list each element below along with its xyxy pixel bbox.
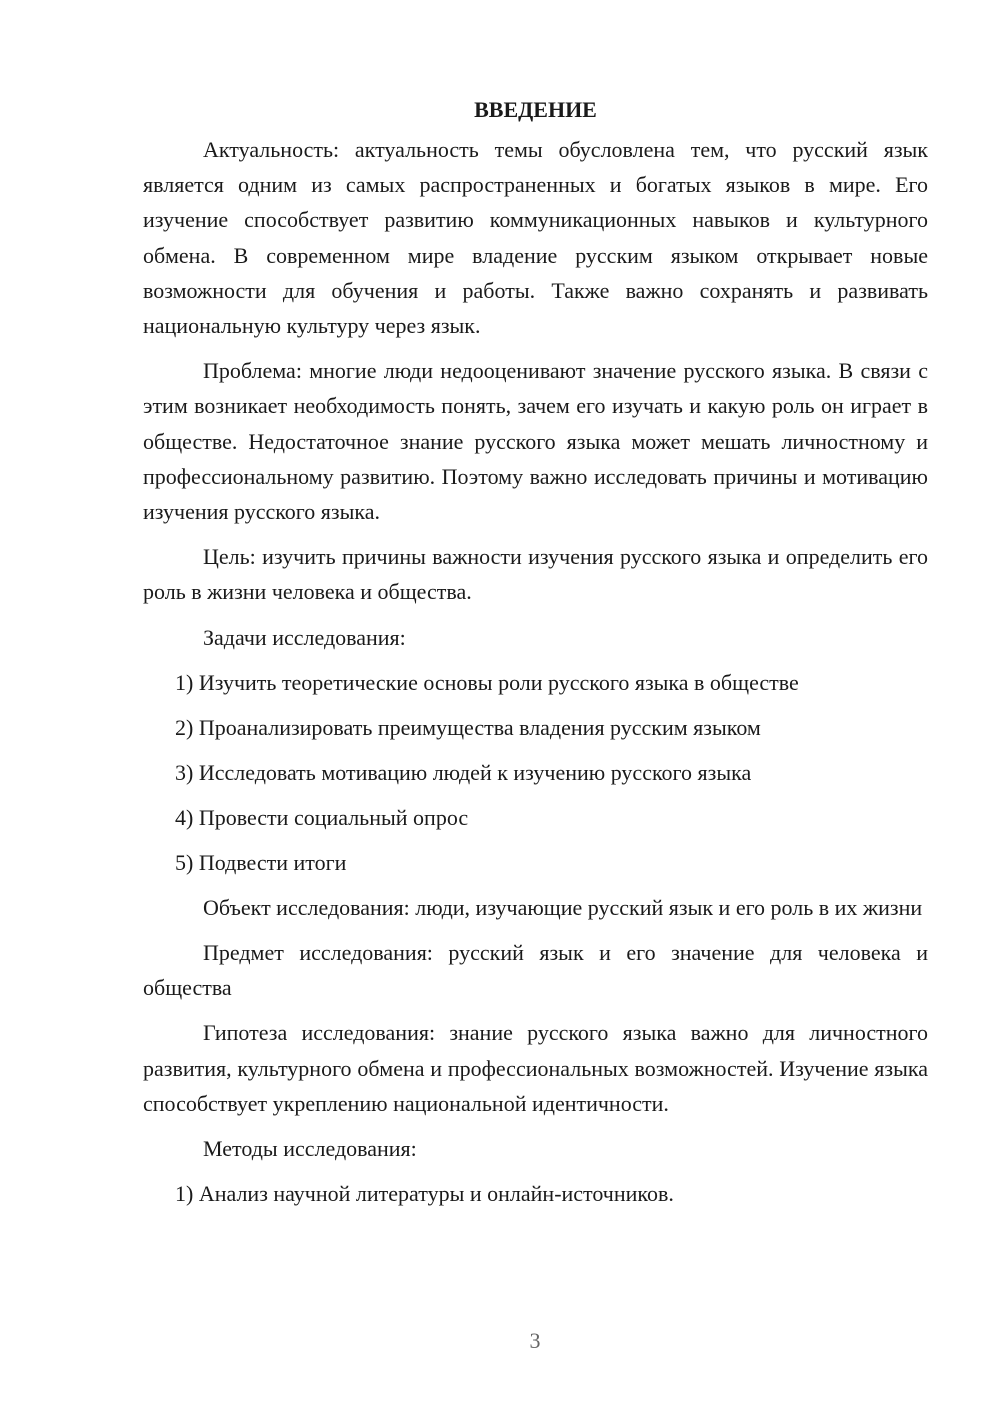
list-item: 1) Анализ научной литературы и онлайн-источников. bbox=[175, 1181, 674, 1207]
section-title: ВВЕДЕНИЕ bbox=[474, 97, 597, 122]
list-item: 5) Подвести итоги bbox=[175, 849, 347, 875]
list-item: 1) Изучить теоретические основы роли русского языка в обществе bbox=[175, 669, 799, 695]
list-item: 3) Исследовать мотивацию людей к изучению русского языка bbox=[175, 759, 752, 785]
methods-list bbox=[143, 1176, 928, 1211]
paragraph-tasks-heading: Задачи исследования: bbox=[203, 624, 406, 650]
paragraph-goal: Цель: изучить причины важности изучения русского языка и определить его роль в жизни человека и общества. bbox=[143, 544, 928, 605]
paragraph-problem: Проблема: многие люди недооценивают значение русского языка. В связи с этим возникает необходимость понять, зачем его изучать и какую роль он играет в обществе. Недостаточное знание русского языка может мешать личностному и профессиональному развитию. Поэтому важно исследовать причины и мотивацию изучения русского языка. bbox=[143, 358, 928, 525]
list-item: 2) Проанализировать преимущества владения русским языком bbox=[175, 714, 761, 740]
page-number: 3 bbox=[529, 1328, 541, 1353]
tasks-list bbox=[143, 665, 928, 880]
paragraph-subject: Предмет исследования: русский язык и его значение для человека и общества bbox=[143, 940, 928, 1001]
paragraph-methods-heading: Методы исследования: bbox=[203, 1136, 417, 1162]
paragraph-relevance: Актуальность: актуальность темы обусловлена тем, что русский язык является одним из самых распространенных и богатых языков в мире. Его изучение способствует развитию коммуникационных навыков и культурного обмена. В современном мире владение русским языком открывает новые возможности для обучения и работы. Также важно сохранять и развивать национальную культуру через язык. bbox=[143, 137, 928, 339]
paragraph-object: Объект исследования: люди, изучающие русский язык и его роль в их жизни bbox=[203, 894, 923, 920]
document-page bbox=[143, 92, 928, 1221]
paragraph-hypothesis: Гипотеза исследования: знание русского языка важно для личностного развития, культурного обмена и профессиональных возможностей. Изучение языка способствует укреплению национальной идентичности. bbox=[143, 1020, 928, 1116]
list-item: 4) Провести социальный опрос bbox=[175, 804, 469, 830]
